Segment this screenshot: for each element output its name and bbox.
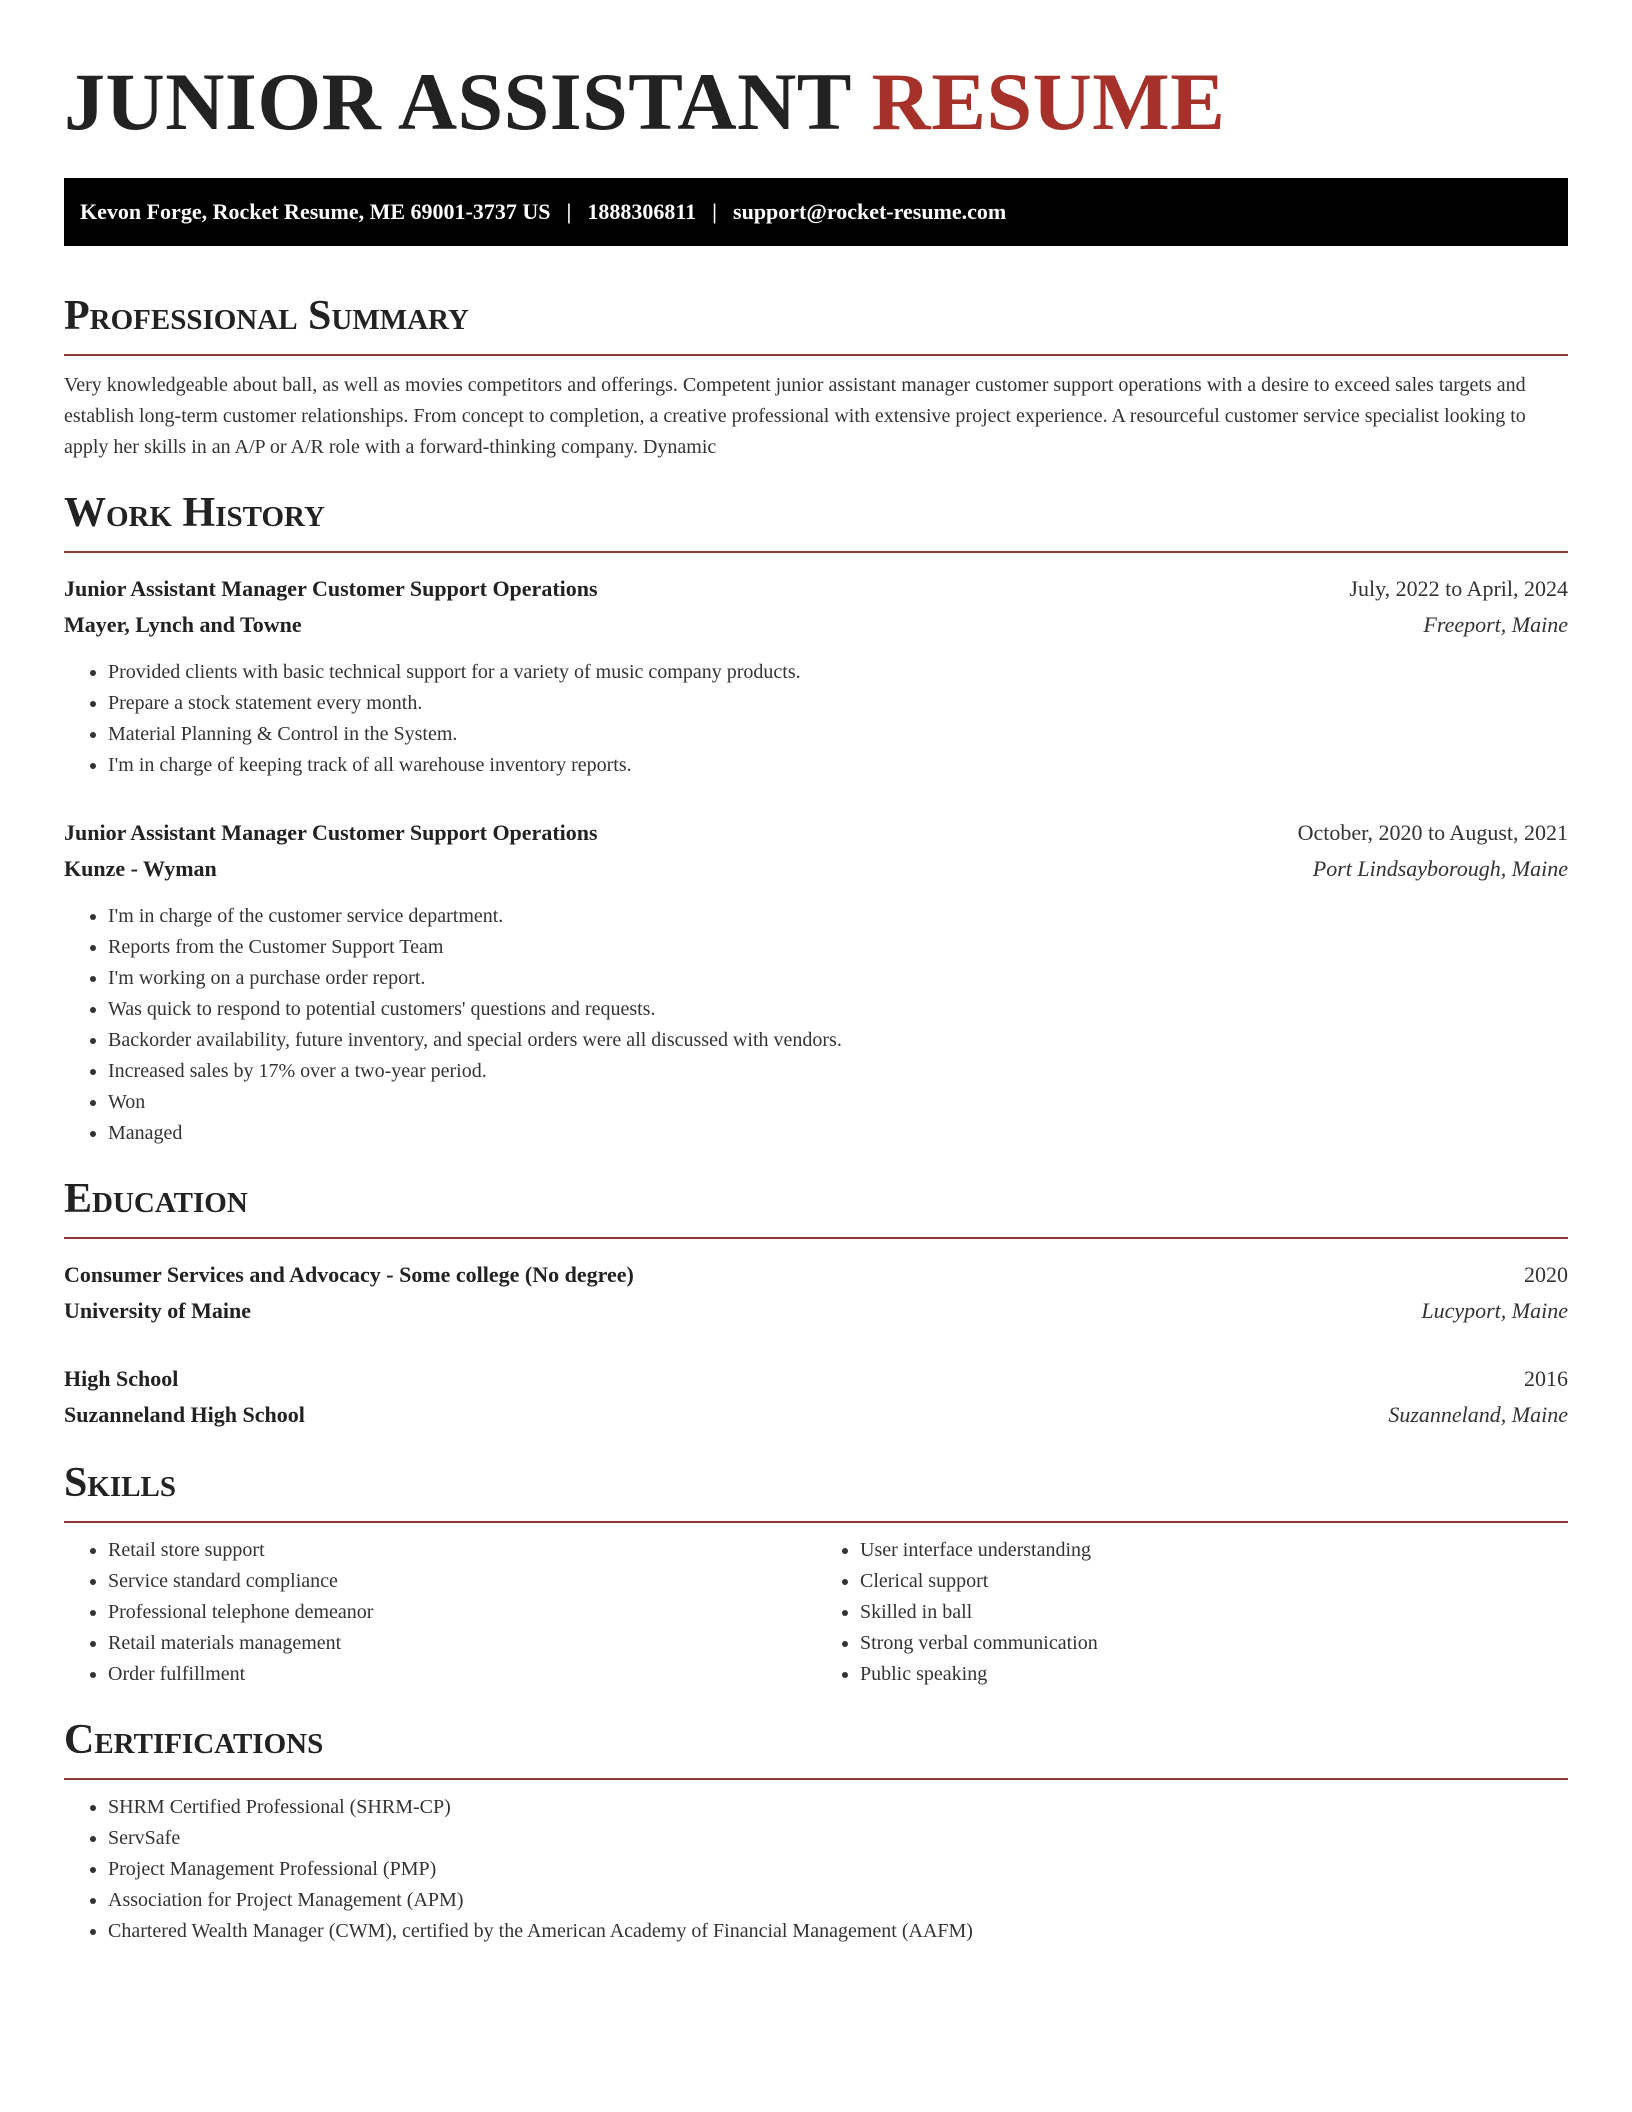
job-company-row bbox=[64, 607, 1568, 643]
job-bullets bbox=[64, 901, 1568, 1149]
education-year: 2020 bbox=[1524, 1262, 1568, 1287]
section-divider bbox=[64, 354, 1568, 356]
list-item: • Project Management Professional (PMP) bbox=[108, 1854, 1568, 1885]
list-item: • Prepare a stock statement every month. bbox=[108, 688, 1568, 719]
list-item: • ServSafe bbox=[108, 1823, 1568, 1854]
education-degree: Consumer Services and Advocacy - Some college (No degree) bbox=[64, 1262, 634, 1287]
work-history-section bbox=[64, 485, 1568, 1149]
section-divider bbox=[64, 551, 1568, 553]
list-item: • Service standard compliance bbox=[108, 1566, 816, 1597]
section-heading-work-history: Work History bbox=[64, 490, 325, 536]
list-item: • Material Planning & Control in the System. bbox=[108, 719, 1568, 750]
education-degree-row bbox=[64, 1361, 1568, 1397]
job-title-row bbox=[64, 815, 1568, 851]
skills-section bbox=[64, 1455, 1568, 1690]
list-item: • I'm in charge of the customer service department. bbox=[108, 901, 1568, 932]
education-entry bbox=[64, 1257, 1568, 1329]
job-entry bbox=[64, 571, 1568, 781]
job-title: Junior Assistant Manager Customer Support Operations bbox=[64, 820, 598, 845]
list-item: • Retail materials management bbox=[108, 1628, 816, 1659]
job-entry bbox=[64, 815, 1568, 1149]
job-company-row bbox=[64, 851, 1568, 887]
section-heading-certifications: Certifications bbox=[64, 1717, 324, 1763]
job-dates: October, 2020 to August, 2021 bbox=[1297, 820, 1568, 845]
education-school: Suzanneland High School bbox=[64, 1402, 305, 1427]
education-location: Suzanneland, Maine bbox=[1388, 1402, 1568, 1427]
education-entry bbox=[64, 1361, 1568, 1433]
contact-bar bbox=[64, 178, 1568, 246]
education-degree: High School bbox=[64, 1366, 179, 1391]
skills-list-left bbox=[64, 1535, 816, 1690]
contact-phone: 1888306811 bbox=[587, 199, 697, 224]
certifications-list bbox=[64, 1792, 1568, 1947]
job-title: Junior Assistant Manager Customer Support Operations bbox=[64, 576, 598, 601]
education-school-row bbox=[64, 1293, 1568, 1329]
skills-columns bbox=[64, 1535, 1568, 1690]
list-item: • I'm working on a purchase order report. bbox=[108, 963, 1568, 994]
list-item: • Provided clients with basic technical support for a variety of music company products. bbox=[108, 657, 1568, 688]
section-divider bbox=[64, 1521, 1568, 1523]
resume-title bbox=[64, 54, 1568, 150]
list-item: • Clerical support bbox=[860, 1566, 1568, 1597]
section-divider bbox=[64, 1778, 1568, 1780]
section-heading-summary: Professional Summary bbox=[64, 293, 469, 339]
list-item: • I'm in charge of keeping track of all warehouse inventory reports. bbox=[108, 750, 1568, 781]
list-item: • Association for Project Management (APM) bbox=[108, 1885, 1568, 1916]
job-title-row bbox=[64, 571, 1568, 607]
list-item: • User interface understanding bbox=[860, 1535, 1568, 1566]
education-school-row bbox=[64, 1397, 1568, 1433]
education-year: 2016 bbox=[1524, 1366, 1568, 1391]
contact-separator: | bbox=[566, 199, 572, 224]
job-location: Freeport, Maine bbox=[1423, 612, 1568, 637]
list-item: • Professional telephone demeanor bbox=[108, 1597, 816, 1628]
section-divider bbox=[64, 1237, 1568, 1239]
list-item: • Public speaking bbox=[860, 1659, 1568, 1690]
section-heading-education: Education bbox=[64, 1176, 248, 1222]
job-company: Mayer, Lynch and Towne bbox=[64, 612, 302, 637]
contact-email: support@rocket-resume.com bbox=[733, 199, 1007, 224]
contact-separator: | bbox=[712, 199, 718, 224]
job-bullets bbox=[64, 657, 1568, 781]
list-item: • Reports from the Customer Support Team bbox=[108, 932, 1568, 963]
education-section bbox=[64, 1171, 1568, 1433]
education-location: Lucyport, Maine bbox=[1421, 1298, 1568, 1323]
title-accent: RESUME bbox=[871, 56, 1226, 147]
list-item: • Was quick to respond to potential customers' questions and requests. bbox=[108, 994, 1568, 1025]
contact-address: Kevon Forge, Rocket Resume, ME 69001-3737 US bbox=[80, 199, 551, 224]
job-company: Kunze - Wyman bbox=[64, 856, 217, 881]
list-item: • Increased sales by 17% over a two-year period. bbox=[108, 1056, 1568, 1087]
summary-text: Very knowledgeable about ball, as well as movies competitors and offerings. Competent junior assistant manager customer support operations with a desire to exceed sales targets and establish long-term customer relationships. From concept to completion, a creative professional with extensive project experience. A resourceful customer service specialist looking to apply her skills in an A/P or A/R role with a forward-thinking company. Dynamic bbox=[64, 374, 1526, 458]
list-item: • Strong verbal communication bbox=[860, 1628, 1568, 1659]
job-dates: July, 2022 to April, 2024 bbox=[1349, 576, 1568, 601]
summary-section bbox=[64, 288, 1568, 463]
education-school: University of Maine bbox=[64, 1298, 251, 1323]
list-item: • Retail store support bbox=[108, 1535, 816, 1566]
title-main: JUNIOR ASSISTANT bbox=[64, 56, 851, 147]
list-item: • Managed bbox=[108, 1118, 1568, 1149]
list-item: • SHRM Certified Professional (SHRM-CP) bbox=[108, 1792, 1568, 1823]
list-item: • Won bbox=[108, 1087, 1568, 1118]
list-item: • Order fulfillment bbox=[108, 1659, 816, 1690]
list-item: • Chartered Wealth Manager (CWM), certified by the American Academy of Financial Management (AAFM) bbox=[108, 1916, 1568, 1947]
skills-list-right bbox=[816, 1535, 1568, 1690]
certifications-section bbox=[64, 1712, 1568, 1947]
job-location: Port Lindsayborough, Maine bbox=[1312, 856, 1568, 881]
education-degree-row bbox=[64, 1257, 1568, 1293]
list-item: • Skilled in ball bbox=[860, 1597, 1568, 1628]
section-heading-skills: Skills bbox=[64, 1460, 177, 1506]
list-item: • Backorder availability, future inventory, and special orders were all discussed with vendors. bbox=[108, 1025, 1568, 1056]
